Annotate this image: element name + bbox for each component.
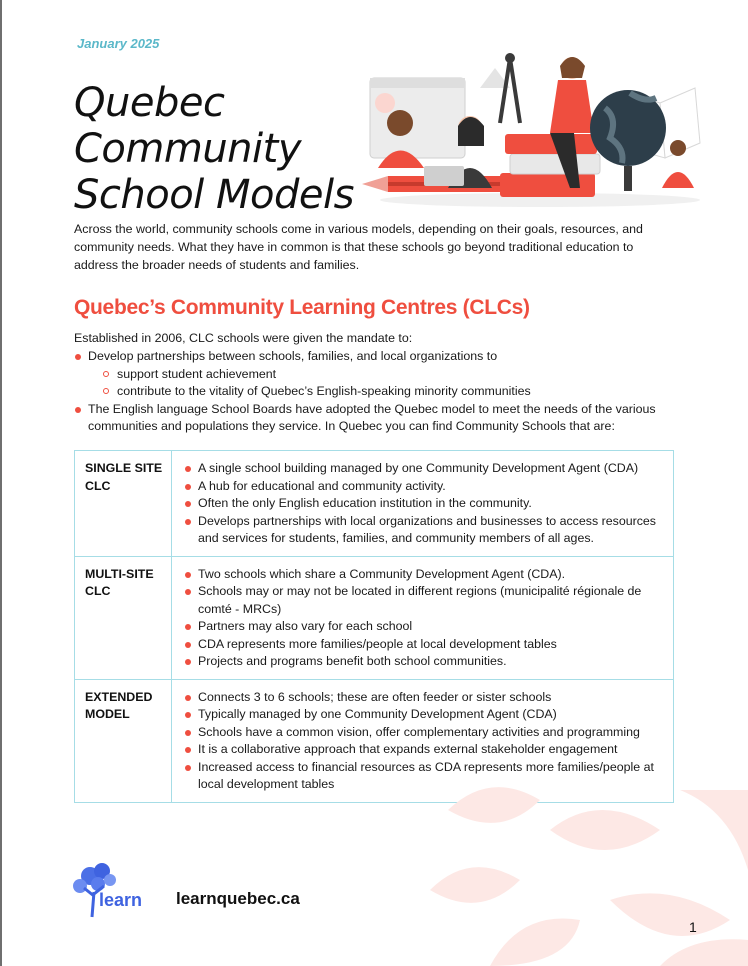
bullet-dot-icon	[185, 695, 191, 701]
list-item	[180, 513, 663, 548]
list-item-text: Develops partnerships with local organizations and businesses to access resources and services for students, families, and community members of all ages.	[198, 513, 657, 545]
list-item	[180, 706, 663, 724]
list-item-text: Schools have a common vision, offer complementary activities and programming	[198, 724, 640, 739]
list-item	[180, 636, 663, 654]
list-item-text: A single school building managed by one Community Development Agent (CDA)	[198, 461, 639, 475]
bullet-dot-icon	[185, 519, 191, 525]
bullet-dot-icon	[185, 642, 191, 648]
list-item	[180, 460, 663, 478]
list-item	[180, 741, 663, 759]
tree-logo-icon	[72, 862, 154, 920]
bullet-dot-icon	[185, 730, 191, 736]
bullet-dot-icon	[185, 659, 191, 665]
list-item-text: Two schools which share a Community Development Agent (CDA).	[198, 566, 566, 581]
classroom-illustration	[360, 48, 705, 208]
bullet-dot-icon	[75, 354, 81, 360]
page-edge-rule	[0, 0, 2, 966]
list-item-text: Typically managed by one Community Development Agent (CDA)	[198, 707, 557, 721]
bullet-dot-icon	[185, 747, 191, 753]
sub-bullet-ring-icon	[103, 371, 109, 377]
list-item	[180, 478, 663, 496]
list-item	[180, 618, 663, 636]
list-item	[74, 348, 674, 401]
section-lead: Established in 2006, CLC schools were given the mandate to:	[74, 331, 413, 345]
model-details	[172, 451, 674, 557]
list-item-text: Develop partnerships between schools, families, and local organizations to	[88, 349, 498, 363]
list-item-text: The English language School Boards have adopted the Quebec model to meet the needs of the various communities and populations they service. In Quebec you can find Community Schools that are:	[88, 401, 656, 433]
title-line: Community	[74, 126, 302, 172]
list-item-text: It is a collaborative approach that expands external stakeholder engagement	[198, 742, 618, 756]
page-number: 1	[689, 919, 697, 935]
sub-list-item-text: contribute to the vitality of Quebec’s English-speaking minority communities	[117, 384, 531, 398]
sub-list-item	[103, 383, 674, 401]
sub-list-item	[103, 366, 674, 384]
list-item-text: CDA represents more families/people at local development tables	[198, 636, 557, 651]
model-label: EXTENDED MODEL	[75, 679, 172, 802]
publication-date: January 2025	[77, 36, 160, 51]
list-item	[180, 566, 663, 584]
title-line: School Models	[74, 172, 354, 218]
list-item	[180, 495, 663, 513]
list-item-text: Connects 3 to 6 schools; these are often feeder or sister schools	[198, 689, 552, 704]
bullet-dot-icon	[185, 572, 191, 578]
sub-list	[88, 366, 674, 401]
bullet-dot-icon	[185, 712, 191, 718]
bullet-dot-icon	[185, 484, 191, 490]
table-row	[75, 451, 674, 557]
decorative-petals	[430, 770, 748, 966]
list-item	[180, 583, 663, 618]
model-details	[172, 556, 674, 679]
model-item-list	[180, 460, 663, 548]
model-label: MULTI-SITE CLC	[75, 556, 172, 679]
list-item	[180, 653, 663, 671]
bullet-dot-icon	[185, 466, 191, 472]
mandate-list	[74, 348, 674, 436]
intro-paragraph: Across the world, community schools come in various models, depending on their goals, resources, and community needs. What they have in common is that these schools go beyond traditional education to address the broader needs of students and families.	[74, 222, 643, 272]
bullet-dot-icon	[185, 765, 191, 771]
list-item-text: Often the only English education institution in the community.	[198, 496, 532, 510]
list-item	[74, 401, 674, 436]
list-item-text: Increased access to financial resources as CDA represents more families/people at local development tables	[198, 759, 654, 791]
section-heading: Quebec’s Community Learning Centres (CLCs)	[74, 296, 530, 319]
list-item-text: A hub for educational and community activity.	[198, 478, 446, 493]
sub-list-item-text: support student achievement	[117, 366, 277, 381]
bullet-dot-icon	[185, 501, 191, 507]
list-item-text: Projects and programs benefit both school communities.	[198, 654, 507, 668]
models-table	[74, 450, 674, 803]
website-link[interactable]: learnquebec.ca	[176, 889, 300, 908]
model-item-list	[180, 566, 663, 671]
bullet-dot-icon	[185, 589, 191, 595]
list-item	[180, 689, 663, 707]
bullet-dot-icon	[75, 407, 81, 413]
table-row	[75, 556, 674, 679]
list-item-text: Schools may or may not be located in different regions (municipalité régionale de comté - MRCs)	[198, 584, 642, 616]
sub-bullet-ring-icon	[103, 388, 109, 394]
bullet-dot-icon	[185, 624, 191, 630]
logo-wordmark: learn	[99, 890, 143, 910]
page-title	[74, 80, 354, 218]
model-label: SINGLE SITE CLC	[75, 451, 172, 557]
title-line: Quebec	[74, 80, 225, 126]
list-item-text: Partners may also vary for each school	[198, 619, 413, 633]
list-item	[180, 724, 663, 742]
